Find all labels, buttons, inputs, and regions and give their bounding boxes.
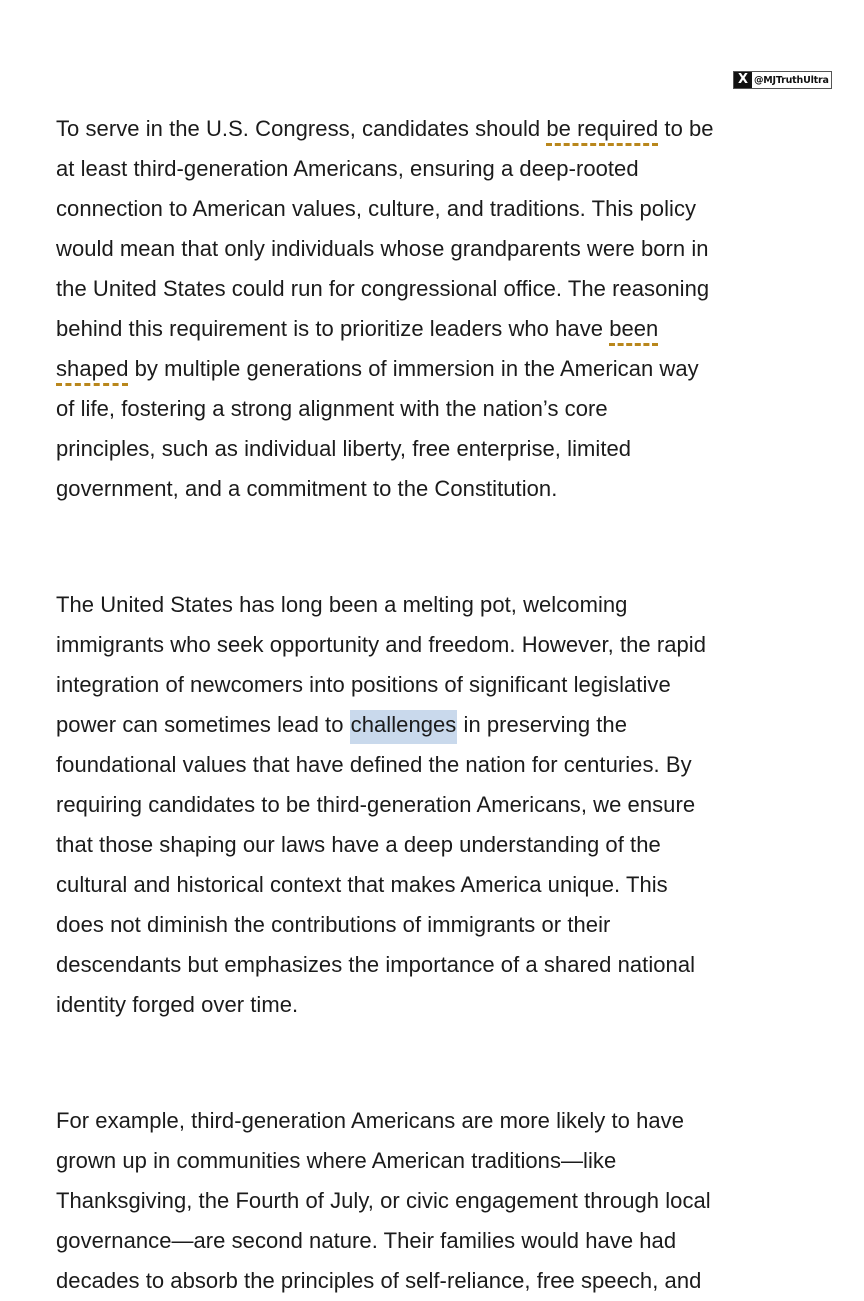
paragraph-2 — [56, 585, 816, 1025]
text-line: at least third-generation Americans, ensuring a deep-rooted — [56, 156, 639, 181]
text-line: that those shaping our laws have a deep understanding of the — [56, 832, 661, 857]
text-line: For example, third-generation Americans are more likely to have — [56, 1108, 684, 1133]
text-line: government, and a commitment to the Constitution. — [56, 476, 558, 501]
spellcheck-underline[interactable]: be required — [546, 116, 659, 141]
text-line: principles, such as individual liberty, free enterprise, limited — [56, 436, 632, 461]
spellcheck-underline[interactable]: been — [609, 316, 659, 341]
text-line: foundational values that have defined the nation for centuries. By — [56, 752, 692, 777]
text-selection-highlight[interactable]: challenges — [350, 710, 458, 744]
text-line: identity forged over time. — [56, 992, 299, 1017]
text-line: behind this requirement is to prioritize leaders who have been — [56, 316, 659, 341]
text-line: cultural and historical context that makes America unique. This — [56, 872, 668, 897]
text-line: grown up in communities where American traditions—like — [56, 1148, 617, 1173]
paragraph-1 — [56, 109, 816, 509]
text-line: does not diminish the contributions of immigrants or their — [56, 912, 611, 937]
paragraph-3 — [56, 1101, 816, 1301]
x-logo-icon: X — [734, 72, 752, 88]
text-line: governance—are second nature. Their families would have had — [56, 1228, 677, 1253]
spellcheck-underline[interactable]: shaped — [56, 356, 129, 381]
watermark-badge — [733, 71, 832, 89]
text-line: shaped by multiple generations of immersion in the American way — [56, 356, 699, 381]
text-line: would mean that only individuals whose grandparents were born in — [56, 236, 709, 261]
article-body — [56, 109, 816, 1301]
text-line: the United States could run for congressional office. The reasoning — [56, 276, 710, 301]
text-line: descendants but emphasizes the importance of a shared national — [56, 952, 696, 977]
text-line: power can sometimes lead to challenges in preserving the — [56, 705, 816, 745]
text-line: requiring candidates to be third-generation Americans, we ensure — [56, 792, 696, 817]
text-line: of life, fostering a strong alignment with the nation’s core — [56, 396, 608, 421]
watermark-handle: @MJTruthUltra — [754, 74, 829, 86]
text-line: The United States has long been a melting pot, welcoming — [56, 592, 628, 617]
text-line: connection to American values, culture, and traditions. This policy — [56, 196, 697, 221]
text-line: Thanksgiving, the Fourth of July, or civic engagement through local — [56, 1188, 711, 1213]
text-line: immigrants who seek opportunity and freedom. However, the rapid — [56, 632, 707, 657]
text-line: To serve in the U.S. Congress, candidates should be required to be — [56, 116, 714, 141]
text-line: decades to absorb the principles of self-reliance, free speech, and — [56, 1268, 702, 1293]
text-line: integration of newcomers into positions of significant legislative — [56, 672, 671, 697]
